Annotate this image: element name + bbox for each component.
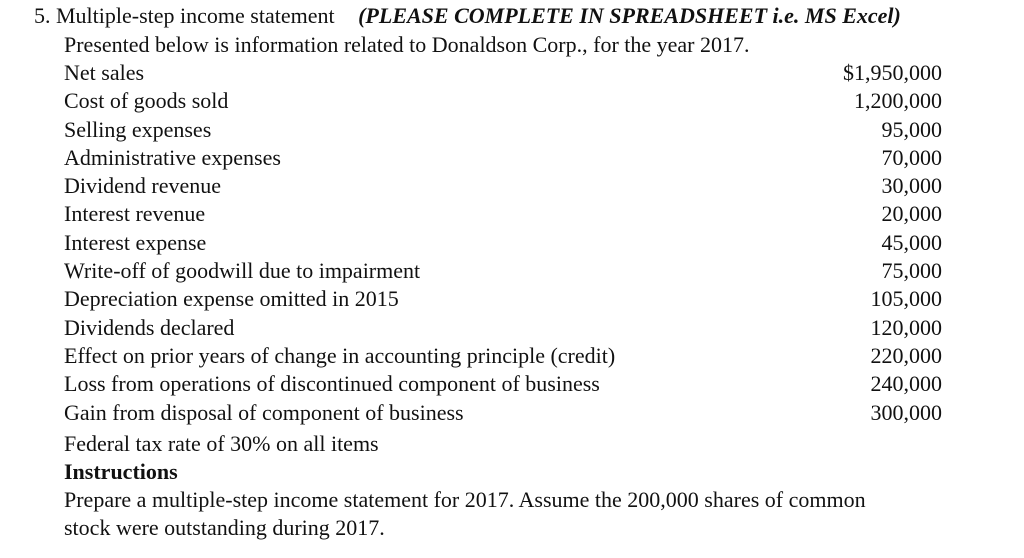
- item-amount: 70,000: [881, 144, 942, 170]
- item-label: Administrative expenses: [64, 144, 281, 170]
- item-label: Interest expense: [64, 229, 207, 255]
- item-label: Selling expenses: [64, 116, 212, 142]
- item-discontinued-operations-loss: [64, 370, 942, 398]
- item-amount: 105,000: [870, 286, 942, 312]
- item-label: Gain from disposal of component of business: [64, 399, 464, 425]
- tax-rate-note: Federal tax rate of 30% on all items: [64, 431, 379, 456]
- item-cost-of-goods-sold: [64, 87, 942, 115]
- item-goodwill-write-off: [64, 257, 942, 285]
- item-label: Loss from operations of discontinued component of business: [64, 371, 600, 397]
- item-accounting-principle-change: [64, 342, 942, 370]
- item-amount: 240,000: [870, 371, 942, 397]
- item-label: Cost of goods sold: [64, 88, 229, 114]
- item-amount: 45,000: [881, 229, 942, 255]
- problem-title: Multiple-step income statement: [56, 3, 335, 28]
- item-amount: 220,000: [870, 342, 942, 368]
- instructions-text: [64, 486, 994, 542]
- item-amount: 300,000: [870, 399, 942, 425]
- instructions-line-1: Prepare a multiple-step income statement for 2017. Assume the 200,000 shares of common: [64, 487, 866, 512]
- item-label: Depreciation expense omitted in 2015: [64, 286, 399, 312]
- item-label: Interest revenue: [64, 201, 206, 227]
- item-administrative-expenses: [64, 144, 942, 172]
- item-amount: 1,200,000: [854, 88, 942, 114]
- item-label: Dividends declared: [64, 314, 235, 340]
- item-amount: 95,000: [881, 116, 942, 142]
- item-dividends-declared: [64, 314, 942, 342]
- item-selling-expenses: [64, 116, 942, 144]
- instructions-heading: Instructions: [64, 459, 178, 484]
- item-amount: 30,000: [881, 173, 942, 199]
- item-interest-expense: [64, 229, 942, 257]
- item-label: Effect on prior years of change in accounting principle (credit): [64, 342, 616, 368]
- item-net-sales: [64, 59, 942, 87]
- item-disposal-gain: [64, 399, 942, 427]
- problem-header: [34, 2, 901, 30]
- spreadsheet-note: (PLEASE COMPLETE IN SPREADSHEET i.e. MS Excel): [358, 3, 901, 28]
- instructions-line-2: stock were outstanding during 2017.: [64, 515, 385, 540]
- item-label: Dividend revenue: [64, 173, 221, 199]
- item-label: Net sales: [64, 60, 145, 85]
- item-dividend-revenue: [64, 172, 942, 200]
- item-interest-revenue: [64, 200, 942, 228]
- problem-intro: Presented below is information related to Donaldson Corp., for the year 2017.: [64, 32, 750, 57]
- item-depreciation-omitted: [64, 285, 942, 313]
- problem-number: 5.: [34, 3, 51, 28]
- item-amount: 75,000: [881, 258, 942, 284]
- item-amount: 120,000: [870, 314, 942, 340]
- item-amount: 20,000: [881, 201, 942, 227]
- item-amount: $1,950,000: [843, 60, 942, 85]
- financial-items-list: [64, 59, 942, 427]
- item-label: Write-off of goodwill due to impairment: [64, 258, 421, 284]
